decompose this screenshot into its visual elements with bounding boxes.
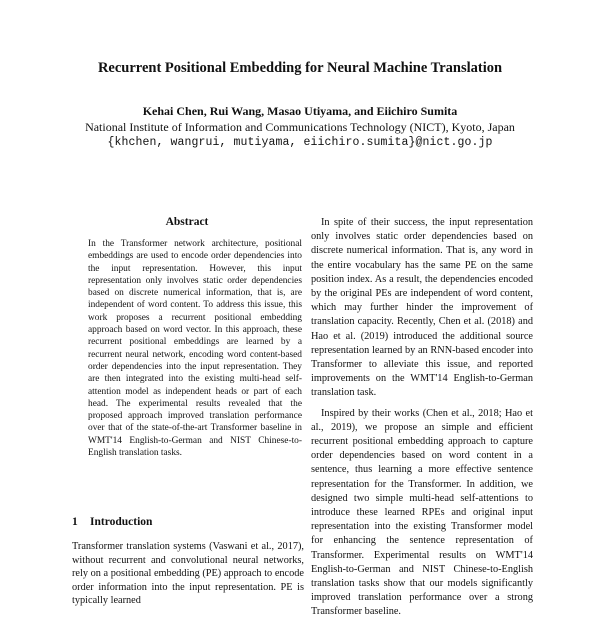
right-paragraph-1: In spite of their success, the input representation only involves static order dependencies based on discrete numerical information. That is, any word in the entire vocabulary has the same PE on the same position index. As a result, the dependencies encoded by the original PEs are independent of word content, which may further hinder the improvement of translation capacity. Recently, Chen et al. (2018) and Hao et al. (2019) introduced the additional source representation learned by an RNN-based encoder into Transformer to alleviate this issue, and reported improvements on the WMT'14 English-to-German translation task. (311, 217, 533, 399)
author-list: Kehai Chen, Rui Wang, Masao Utiyama, and Eiichiro Sumita (142, 104, 458, 118)
affiliation: National Institute of Information and Communications Technology (NICT), Kyoto, Japan (85, 120, 515, 134)
abstract-heading: Abstract (165, 216, 209, 228)
introduction-body (72, 540, 304, 607)
author-emails: {khchen, wangrui, mutiyama, eiichiro.sumita}@nict.go.jp (107, 136, 493, 149)
right-column (311, 216, 533, 620)
paper-title: Recurrent Positional Embedding for Neural Machine Translation (97, 60, 503, 76)
abstract-text: In the Transformer network architecture, positional embeddings are used to encode order dependencies into the input representation. However, this input representation only involves static order dependencies based on discrete numerical information, that is, are independent of word content. To address this issue, this work proposes a recurrent positional embedding approach based on word vector. In this approach, these recurrent positional embeddings are learned by a recurrent neural network, encoding word content-based order dependencies into the input representation. They are then integrated into the existing multi-head self-attention model as independent heads or part of each head. The experimental results revealed that the proposed approach improved translation performance over that of the state-of-the-art Transformer baseline in WMT'14 English-to-German and NIST Chinese-to-English translation tasks. (88, 239, 302, 459)
introduction-text: Transformer translation systems (Vaswani et al., 2017), without recurrent and convolutional neural networks, rely on a positional embedding (PE) approach to encode order information into the input representation. PE is typically learned (72, 541, 304, 607)
section-heading-introduction (72, 516, 152, 528)
section-number: 1 (72, 516, 78, 528)
section-title: Introduction (90, 516, 153, 528)
abstract-body (88, 238, 302, 459)
right-paragraph-2: Inspired by their works (Chen et al., 2018; Hao et al., 2019), we propose an simple and efficient recurrent positional embedding approach to capture order dependencies based on word content in a sentence, thus learning a more effective sentence representation for the Transformer. In addition, we designed two simple multi-head self-attentions to introduce these learned RPEs and original input representation into the existing Transformer model for enhancing the sentence representation of Transformer. Experimental results on WMT'14 English-to-German and NIST Chinese-to-English translation tasks show that our models significantly improved translation performance over a strong Transformer baseline. (311, 407, 533, 618)
